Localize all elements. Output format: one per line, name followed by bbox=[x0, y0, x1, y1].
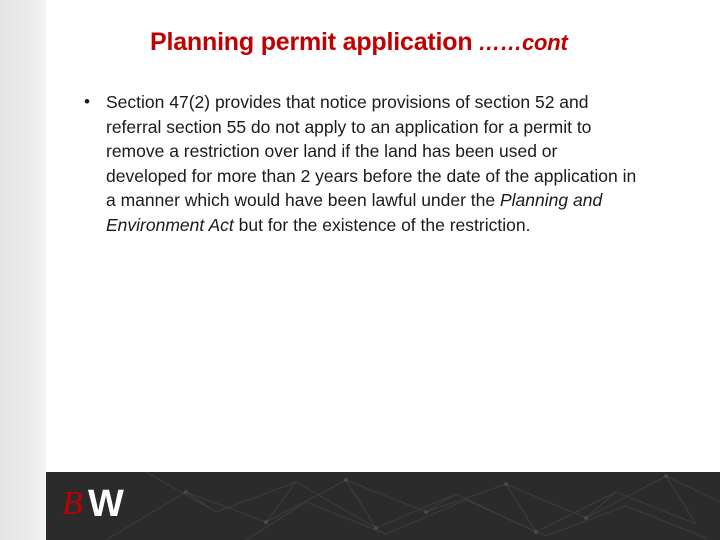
bw-logo bbox=[58, 482, 128, 538]
slide-title bbox=[150, 28, 568, 57]
footer-band bbox=[46, 472, 720, 540]
bullet-item bbox=[82, 90, 642, 237]
title-main: Planning permit application bbox=[150, 28, 473, 56]
left-margin-strip bbox=[0, 0, 46, 540]
bullet-icon: • bbox=[84, 92, 90, 111]
title-suffix: ……cont bbox=[478, 30, 568, 55]
bullet-text-part-1: Section 47(2) provides that notice provisions of section 52 and referral section 55 do not apply to an application for a permit to remove a restriction over land if the land has been used or developed for more than 2 years before the date of the application in a manner which would have been lawful under the bbox=[106, 92, 637, 210]
bullet-list bbox=[82, 90, 642, 237]
logo-letter-b: B bbox=[62, 485, 83, 522]
bullet-text-part-3: but for the existence of the restriction. bbox=[233, 214, 531, 235]
bullet-text-act-name: Planning and Environment Act bbox=[106, 190, 603, 235]
logo-letter-w: W bbox=[88, 483, 121, 525]
footer-pattern bbox=[46, 472, 720, 540]
